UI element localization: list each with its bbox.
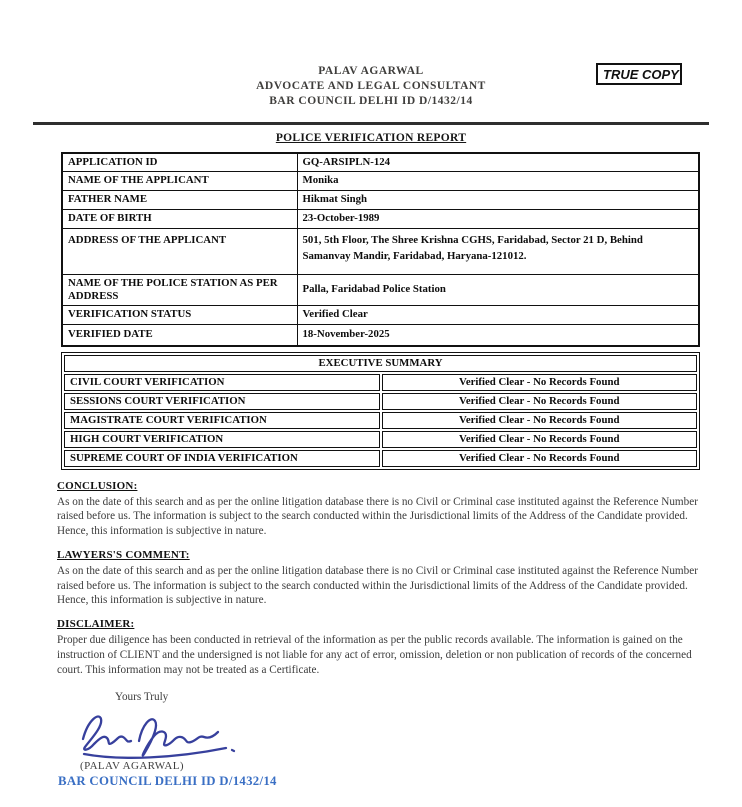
advocate-bar-id: BAR COUNCIL DELHI ID D/1432/14 — [269, 95, 473, 107]
verification-label: CIVIL COURT VERIFICATION — [64, 374, 380, 391]
field-label: NAME OF THE APPLICANT — [62, 172, 297, 191]
verification-label: SUPREME COURT OF INDIA VERIFICATION — [64, 450, 380, 467]
table-row — [62, 172, 699, 191]
field-label: VERIFIED DATE — [62, 325, 297, 346]
field-label: DATE OF BIRTH — [62, 210, 297, 229]
table-row — [64, 355, 697, 372]
table-row — [62, 153, 699, 172]
lawyers-comment-heading: LAWYERS'S COMMENT: — [57, 548, 190, 561]
table-row — [62, 306, 699, 325]
table-row — [62, 229, 699, 275]
field-value: GQ-ARSIPLN-124 — [297, 153, 699, 172]
lawyers-comment-body: As on the date of this search and as per the online litigation database there is no Civil or Criminal case instituted against the Reference Number raised before us. The information is subject to the search conducted within the Jurisdictional limits of the Address of the Candidate provided. Hence, this information is subjective in nature. — [57, 564, 698, 607]
field-label: NAME OF THE POLICE STATION AS PER ADDRESS — [62, 275, 297, 306]
field-label: FATHER NAME — [62, 191, 297, 210]
true-copy-label: TRUE COPY — [603, 66, 679, 82]
verification-result: Verified Clear - No Records Found — [382, 393, 698, 410]
table-row — [64, 393, 697, 410]
table-row — [62, 325, 699, 346]
verification-label: SESSIONS COURT VERIFICATION — [64, 393, 380, 410]
verification-label: HIGH COURT VERIFICATION — [64, 431, 380, 448]
letterhead — [0, 0, 742, 109]
verification-result: Verified Clear - No Records Found — [382, 412, 698, 429]
signatory-name: (PALAV AGARWAL) — [80, 759, 184, 772]
field-label: VERIFICATION STATUS — [62, 306, 297, 325]
conclusion-section — [57, 480, 701, 539]
page-title: POLICE VERIFICATION REPORT — [275, 131, 467, 144]
advocate-role: ADVOCATE AND LEGAL CONSULTANT — [256, 80, 486, 92]
field-value: Monika — [297, 172, 699, 191]
field-label: APPLICATION ID — [62, 153, 297, 172]
field-value: Verified Clear — [297, 306, 699, 325]
table-row — [62, 191, 699, 210]
table-row — [64, 450, 697, 467]
executive-summary-table — [61, 352, 700, 470]
field-value: 23-October-1989 — [297, 210, 699, 229]
table-row — [64, 412, 697, 429]
applicant-details-table — [61, 152, 700, 347]
field-label: ADDRESS OF THE APPLICANT — [62, 229, 297, 275]
conclusion-heading: CONCLUSION: — [57, 479, 138, 492]
table-row — [62, 210, 699, 229]
verification-result: Verified Clear - No Records Found — [382, 431, 698, 448]
salutation: Yours Truly — [115, 690, 169, 703]
table-row — [64, 374, 697, 391]
executive-summary-title: EXECUTIVE SUMMARY — [64, 355, 697, 372]
field-value: Palla, Faridabad Police Station — [297, 275, 699, 306]
disclaimer-body: Proper due diligence has been conducted in retrieval of the information as per the public records available. The information is gained on the instruction of CLIENT and the undersigned is not liable for any act of error, omission, deletion or non publication of records of the concerned court. This information may not be treated as a Certificate. — [57, 634, 692, 676]
table-row — [62, 275, 699, 306]
verification-result: Verified Clear - No Records Found — [382, 374, 698, 391]
verification-result: Verified Clear - No Records Found — [382, 450, 698, 467]
field-value: Hikmat Singh — [297, 191, 699, 210]
conclusion-body: As on the date of this search and as per the online litigation database there is no Civil or Criminal case instituted against the Reference Number raised before us. The information is subject to the search conducted within the Jurisdictional limits of the Address of the Candidate provided. Hence, this information is subjective in nature. — [57, 495, 698, 538]
field-value: 501, 5th Floor, The Shree Krishna CGHS, Faridabad, Sector 21 D, Behind Samanvay Mandir, Faridabad, Haryana-121012. — [297, 229, 699, 275]
true-copy-stamp — [596, 63, 682, 85]
header-divider — [33, 122, 709, 125]
disclaimer-section — [57, 618, 701, 677]
disclaimer-heading: DISCLAIMER: — [57, 618, 135, 631]
narrative-sections — [57, 480, 701, 678]
table-row — [64, 431, 697, 448]
field-value: 18-November-2025 — [297, 325, 699, 346]
lawyers-comment-section — [57, 549, 701, 608]
signature-image — [76, 708, 251, 760]
signatory-bar-id: BAR COUNCIL DELHI ID D/1432/14 — [58, 773, 277, 788]
verification-label: MAGISTRATE COURT VERIFICATION — [64, 412, 380, 429]
advocate-name: PALAV AGARWAL — [318, 65, 424, 77]
